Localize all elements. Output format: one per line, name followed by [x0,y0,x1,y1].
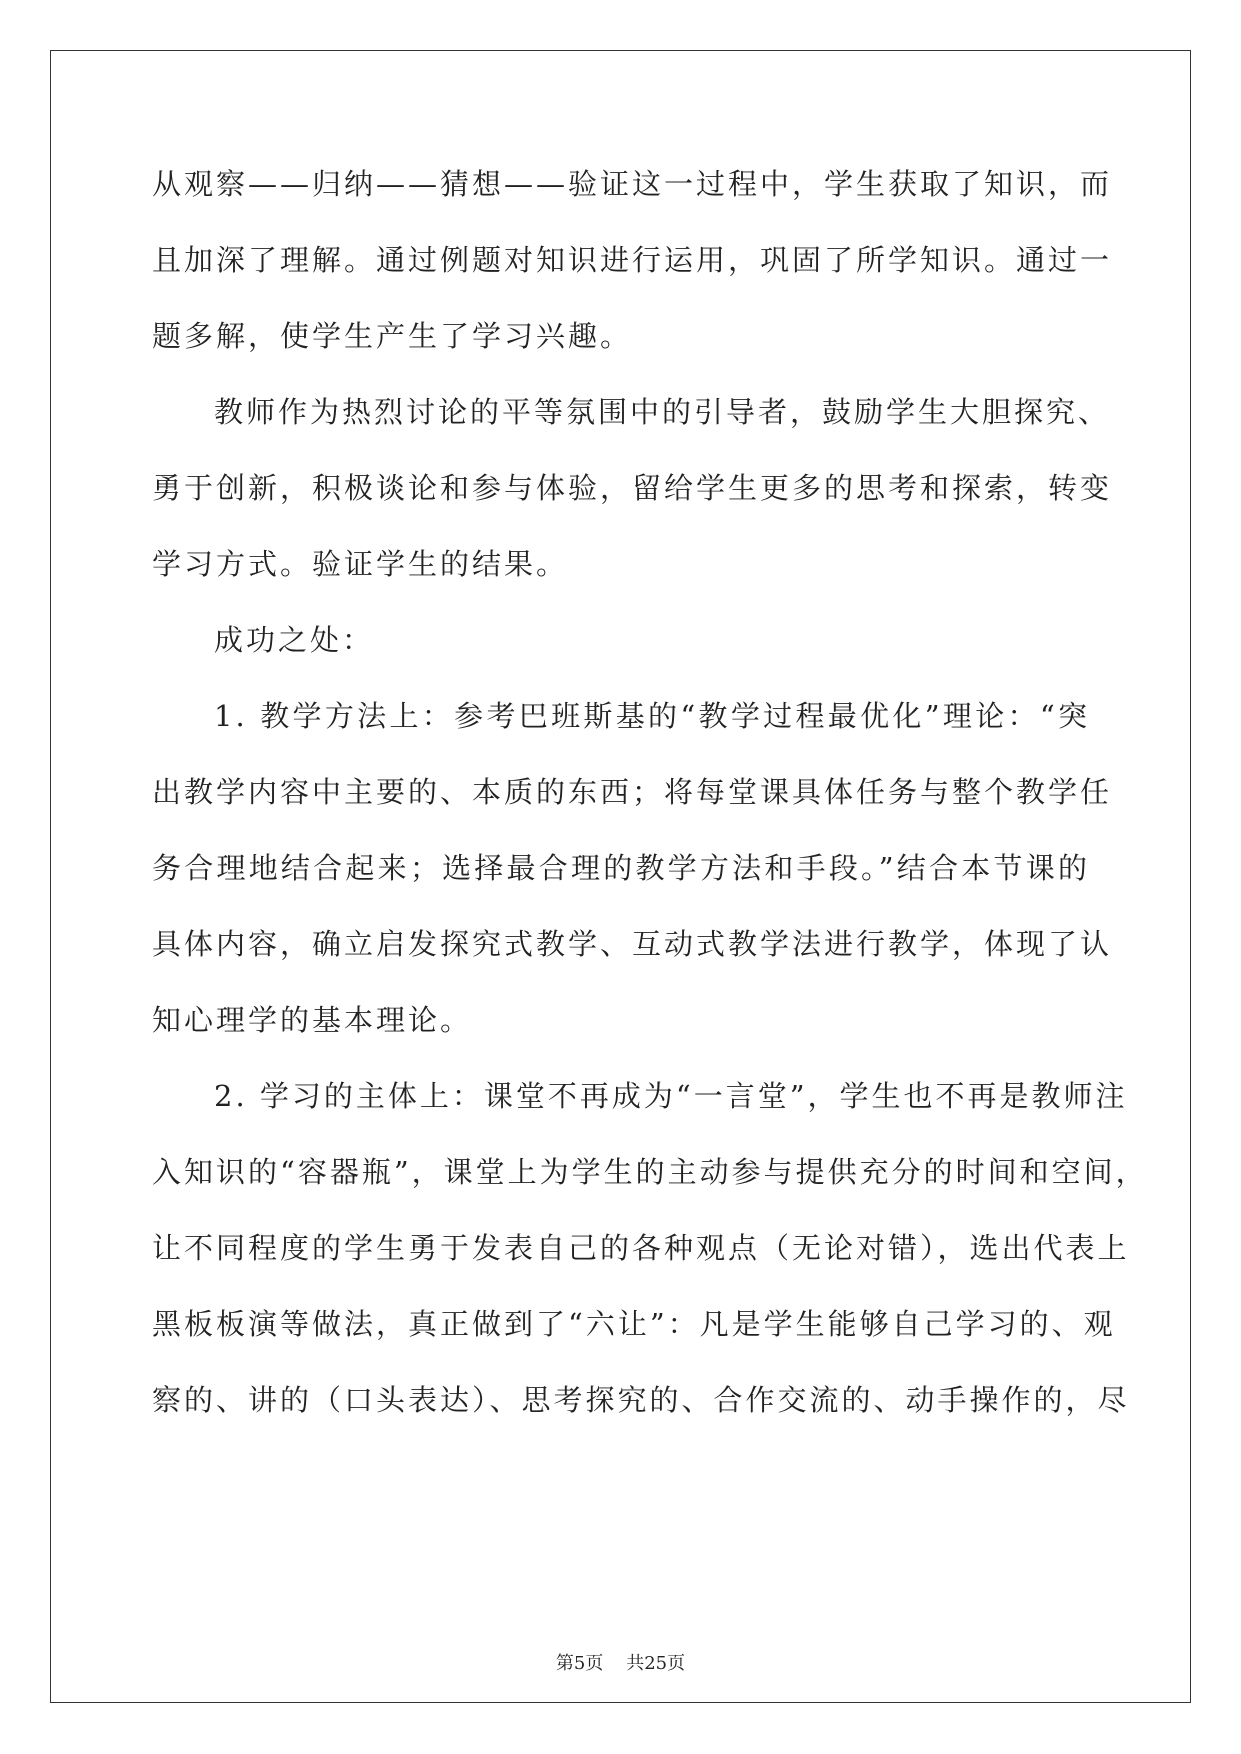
paragraph-first-line: 2. 学习的主体上：课堂不再成为“一言堂”，学生也不再是教师注 [214,1079,1128,1113]
document-body [152,164,1148,1456]
page-footer [0,1653,1241,1675]
page-number: 第5页 [555,1653,604,1674]
text-line: 察的、讲的（口头表达）、思考探究的、合作交流的、动手操作的，尽 [152,1383,1130,1417]
text-line: 且加深了理解。通过例题对知识进行运用，巩固了所学知识。通过一 [152,243,1113,277]
text-line: 出教学内容中主要的、本质的东西；将每堂课具体任务与整个教学任 [152,775,1113,809]
text-line: 入知识的“容器瓶”，课堂上为学生的主动参与提供充分的时间和空间， [152,1155,1148,1189]
paragraph-first-line: 教师作为热烈讨论的平等氛围中的引导者，鼓励学生大胆探究、 [214,395,1111,429]
text-line: 学习方式。验证学生的结果。 [152,547,569,581]
text-line: 让不同程度的学生勇于发表自己的各种观点（无论对错），选出代表上 [152,1231,1130,1265]
paragraph-first-line: 1. 教学方法上：参考巴班斯基的“教学过程最优化”理论：“突 [214,699,1090,733]
section-heading: 成功之处： [214,623,375,657]
text-line: 具体内容，确立启发探究式教学、互动式教学法进行教学，体现了认 [152,927,1113,961]
text-line: 知心理学的基本理论。 [152,1003,473,1037]
text-line: 从观察——归纳——猜想——验证这一过程中，学生获取了知识，而 [152,167,1113,201]
text-line: 题多解，使学生产生了学习兴趣。 [152,319,633,353]
text-line: 黑板板演等做法，真正做到了“六让”：凡是学生能够自己学习的、观 [152,1307,1116,1341]
text-line: 勇于创新，积极谈论和参与体验，留给学生更多的思考和探索，转变 [152,471,1113,505]
total-pages: 共25页 [626,1653,686,1674]
text-line: 务合理地结合起来；选择最合理的教学方法和手段。”结合本节课的 [152,851,1090,885]
